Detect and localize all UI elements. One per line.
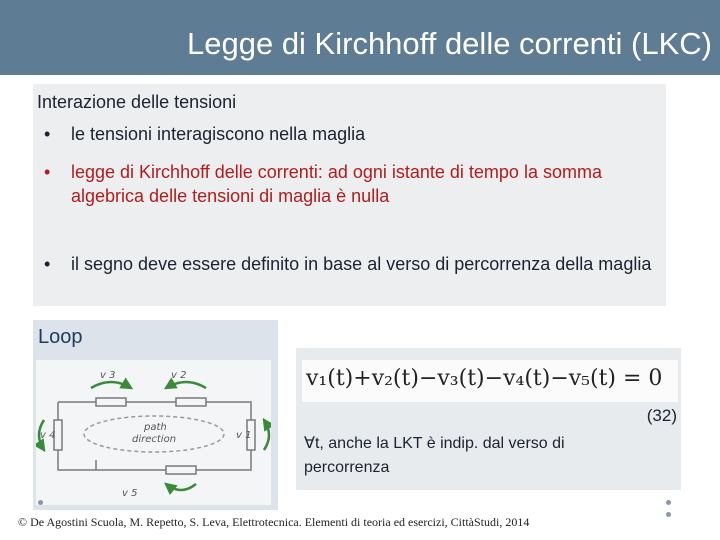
v4-label: v 4 xyxy=(40,430,56,441)
title-bar xyxy=(0,0,720,75)
equation-formula xyxy=(302,360,678,402)
bullet-text: legge di Kirchhoff delle correnti: ad ogni istante di tempo la somma algebrica delle tensioni di maglia è nulla xyxy=(71,162,602,206)
direction-label: direction xyxy=(132,434,177,445)
v1-label: v 1 xyxy=(236,430,252,441)
slide-title: Legge di Kirchhoff delle correnti (LKC) xyxy=(187,26,712,61)
bullet-icon: • xyxy=(44,254,51,274)
path-label: path xyxy=(144,422,167,433)
v3-label: v 3 xyxy=(100,370,116,381)
nav-dot-icon xyxy=(666,500,671,505)
bullet-text: il segno deve essere definito in base al verso di percorrenza della maglia xyxy=(71,254,652,274)
bullet-item xyxy=(37,252,657,276)
v2-label: v 2 xyxy=(171,370,187,381)
formula-text: v₁(t)+v₂(t)−v₃(t)−v₄(t)−v₅(t) = 0 xyxy=(306,366,663,391)
content-box xyxy=(33,84,666,306)
v5-label: v 5 xyxy=(122,488,138,499)
loop-label: Loop xyxy=(38,326,83,348)
equation-note: ∀t, anche la LKT è indip. dal verso di percorrenza xyxy=(304,435,565,476)
bullet-item xyxy=(37,122,657,146)
nav-dot-icon xyxy=(38,500,43,505)
bullet-icon: • xyxy=(44,124,51,144)
bullet-icon: • xyxy=(44,162,51,182)
circuit-svg xyxy=(36,360,271,505)
loop-panel xyxy=(33,320,278,510)
footer-credit: © De Agostini Scuola, M. Repetto, S. Leva, Elettrotecnica. Elementi di teoria ed esercizi, CittàStudi, 2014 xyxy=(18,515,530,529)
equation-panel xyxy=(296,348,681,490)
bullet-text: le tensioni interagiscono nella maglia xyxy=(71,124,366,144)
loop-diagram xyxy=(36,360,271,505)
nav-dot-icon xyxy=(666,512,671,517)
equation-number: (32) xyxy=(646,406,677,425)
bullet-item xyxy=(37,160,657,208)
section-heading: Interazione delle tensioni xyxy=(37,92,237,112)
